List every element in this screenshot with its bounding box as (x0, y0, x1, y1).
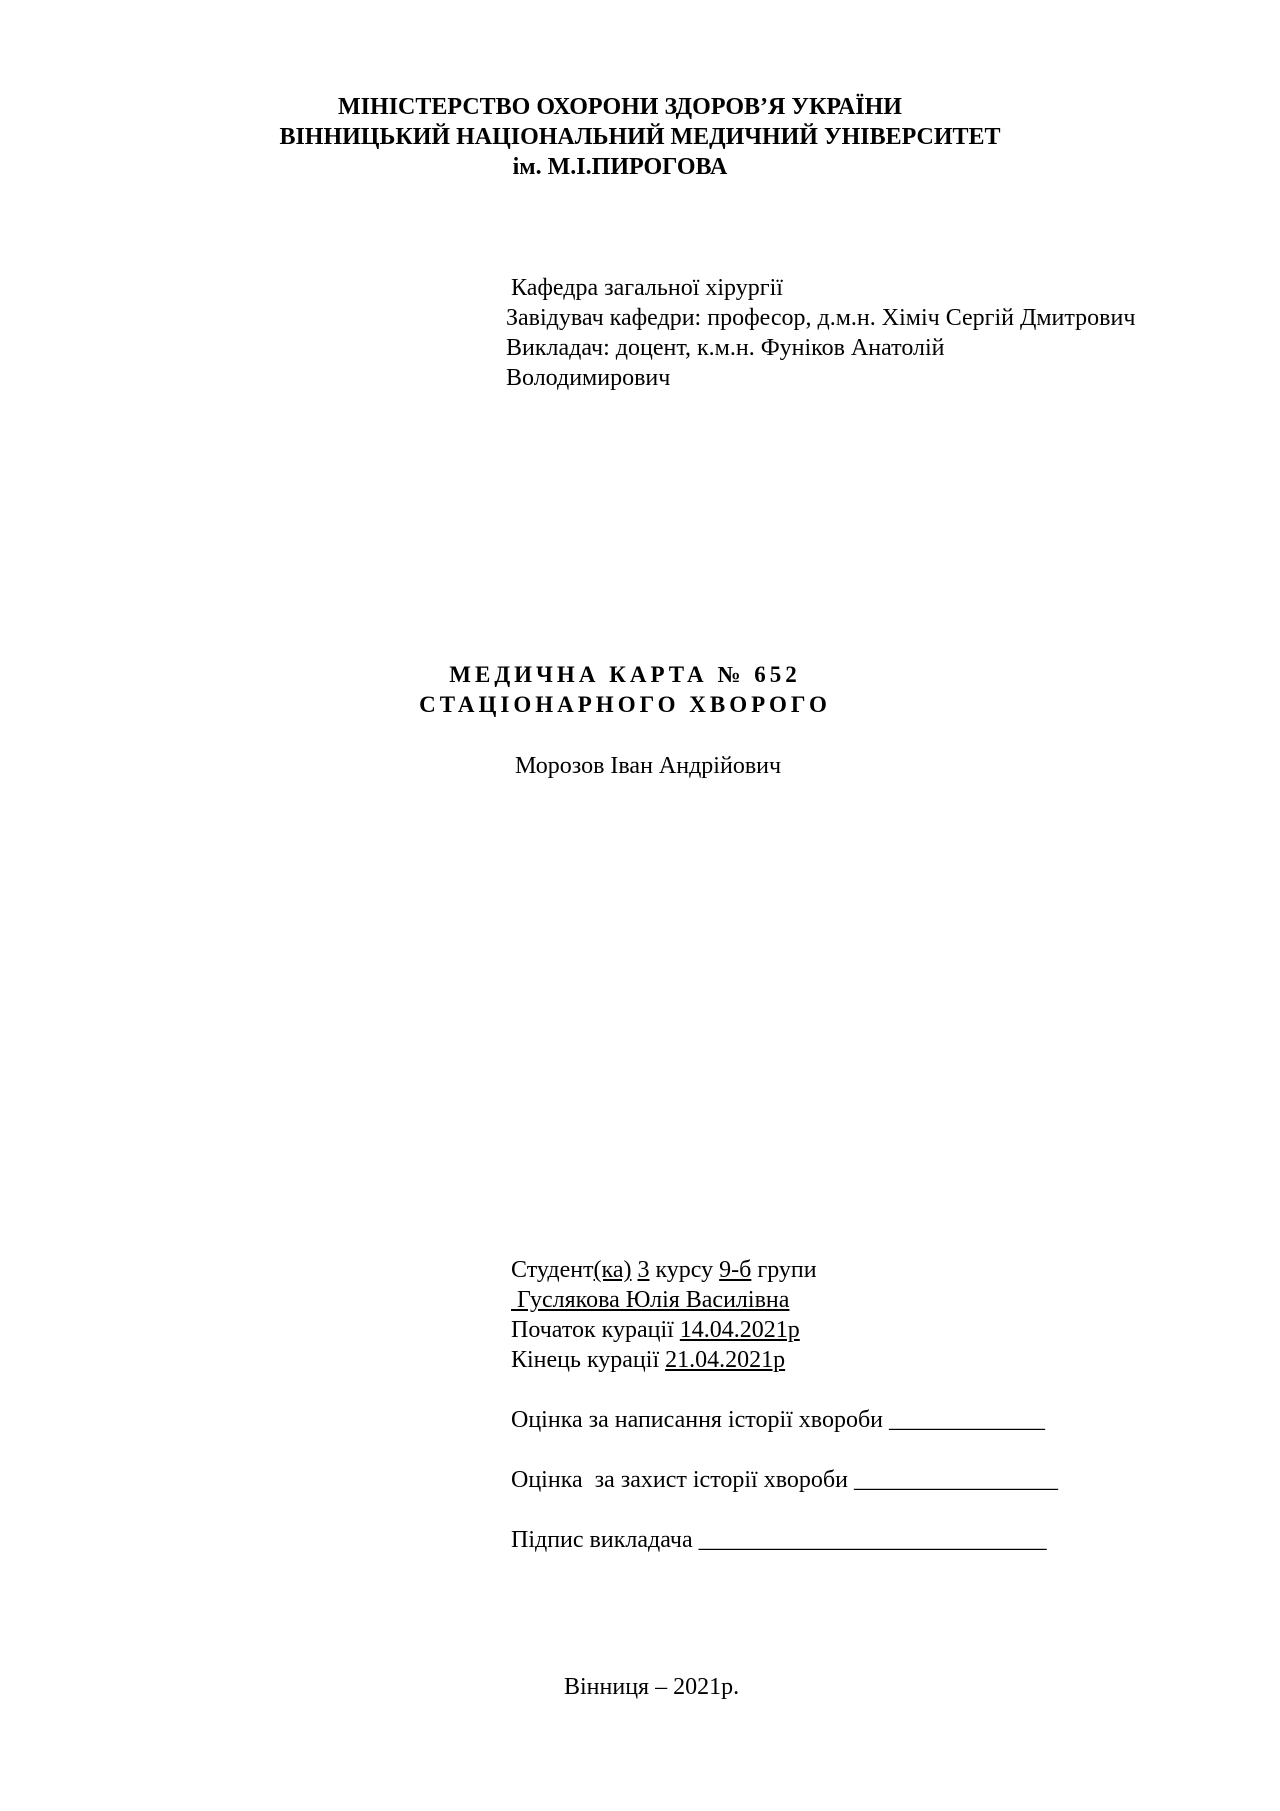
curation-start-label: Початок курації (511, 1317, 674, 1343)
course-label: курсу (655, 1257, 714, 1283)
title-line-2: СТАЦІОНАРНОГО ХВОРОГО (419, 692, 831, 717)
university-name: ВІННИЦЬКИЙ НАЦІОНАЛЬНИЙ МЕДИЧНИЙ УНІВЕРСИТЕТ (279, 124, 1001, 150)
department-name: Кафедра загальної хірургії (511, 275, 783, 301)
group-label: групи (757, 1257, 817, 1283)
department-head: Завідувач кафедри: професор, д.м.н. Хіміч Сергій Дмитрович (506, 305, 1136, 331)
curation-start-line (511, 1315, 817, 1345)
university-namesake: ім. М.І.ПИРОГОВА (512, 154, 728, 180)
lecturer: Викладач: доцент, к.м.н. Фуніков Анатолій (506, 335, 945, 361)
lecturer-signature-line: Підпис викладача _____________________________ (511, 1527, 1047, 1553)
student-group: 9-б (719, 1257, 752, 1283)
department-block (506, 273, 1135, 393)
ministry-header (0, 92, 1280, 182)
grade-defense-line: Оцінка за захист історії хвороби _________________ (511, 1467, 1058, 1493)
curation-end-date: 21.04.2021р (665, 1347, 786, 1373)
place-and-year: Вінниця – 2021р. (564, 1674, 740, 1700)
patient-name: Морозов Іван Андрійович (515, 753, 782, 779)
grades-block (511, 1405, 1058, 1555)
student-course-line (511, 1255, 817, 1285)
lecturer-continued: Володимирович (506, 365, 671, 391)
grade-writing-line: Оцінка за написання історії хвороби _____________ (511, 1407, 1046, 1433)
curation-start-date: 14.04.2021р (679, 1317, 800, 1343)
student-course: 3 (637, 1257, 650, 1283)
ministry-name: МІНІСТЕРСТВО ОХОРОНИ ЗДОРОВ’Я УКРАЇНИ (338, 94, 902, 120)
student-name: Гуслякова Юлія Василівна (511, 1287, 790, 1313)
curation-end-line (511, 1345, 817, 1375)
document-title (0, 660, 1280, 720)
student-gender-suffix: (ка) (593, 1257, 632, 1283)
student-label: Студент (511, 1257, 594, 1283)
student-block (511, 1255, 817, 1375)
title-line-1: МЕДИЧНА КАРТА № 652 (449, 662, 801, 687)
curation-end-label: Кінець курації (511, 1347, 660, 1373)
